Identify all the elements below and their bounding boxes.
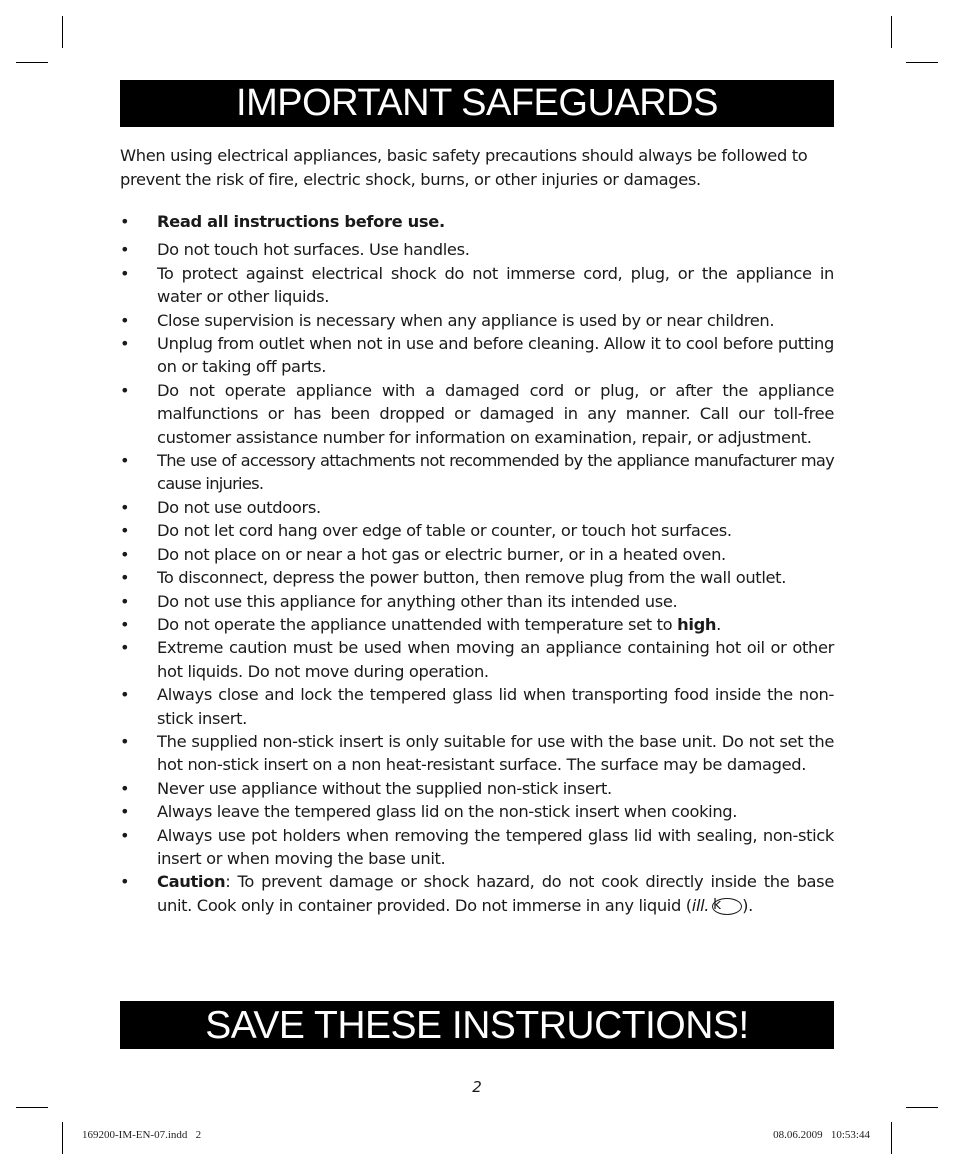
file-slug: 169200-IM-EN-07.indd 2 bbox=[82, 1129, 202, 1141]
timestamp: 08.06.2009 10:53:44 bbox=[773, 1129, 870, 1141]
bullet: • bbox=[120, 638, 130, 658]
bullet: • bbox=[120, 212, 130, 231]
bullet: • bbox=[120, 614, 130, 634]
crop-mark bbox=[906, 62, 938, 63]
bullet: • bbox=[120, 731, 130, 751]
bullet: • bbox=[120, 380, 130, 400]
illustration-ref-badge: k bbox=[712, 898, 742, 915]
list-item: • Do not use this appliance for anything other than its intended use. bbox=[120, 590, 834, 613]
crop-mark bbox=[62, 1122, 63, 1154]
save-instructions-banner: SAVE THESE INSTRUCTIONS! bbox=[120, 1001, 834, 1049]
list-item: • To protect against electrical shock do not immerse cord, plug, or the appliance in water or other liquids. bbox=[120, 263, 834, 307]
crop-mark bbox=[62, 16, 63, 48]
list-item: • Do not operate the appliance unattended with temperature set to high. bbox=[120, 613, 834, 636]
bullet: • bbox=[120, 334, 130, 354]
list-item: • Do not operate appliance with a damaged cord or plug, or after the appliance malfunctions or has been dropped or damaged in any manner. Call our toll-free customer assistance number for information on examination, repair, or adjustment. bbox=[120, 380, 834, 447]
list-item: • Read all instructions before use. bbox=[120, 210, 834, 233]
crop-mark bbox=[16, 62, 48, 63]
bullet: • bbox=[120, 778, 130, 798]
bullet: • bbox=[120, 263, 130, 283]
bullet: • bbox=[120, 825, 130, 845]
bullet: • bbox=[120, 544, 130, 564]
crop-mark bbox=[16, 1107, 48, 1108]
bullet: • bbox=[120, 497, 130, 517]
page-number: 2 bbox=[472, 1078, 482, 1096]
list-item: • Always leave the tempered glass lid on the non-stick insert when cooking. bbox=[120, 800, 834, 823]
page-title: IMPORTANT SAFEGUARDS bbox=[120, 80, 834, 127]
list-item: • Close supervision is necessary when any appliance is used by or near children. bbox=[120, 309, 834, 332]
list-item: • The supplied non-stick insert is only suitable for use with the base unit. Do not set the hot non-stick insert on a non heat-resistant surface. The surface may be damaged. bbox=[120, 731, 834, 775]
bullet: • bbox=[120, 451, 129, 471]
safeguards-list bbox=[120, 210, 834, 917]
list-item: • Extreme caution must be used when moving an appliance containing hot oil or other hot liquids. Do not move during operation. bbox=[120, 638, 834, 681]
bullet: • bbox=[120, 568, 130, 588]
list-item: • Unplug from outlet when not in use and before cleaning. Allow it to cool before putting on or taking off parts. bbox=[120, 334, 834, 377]
bullet: • bbox=[120, 872, 130, 892]
bullet: • bbox=[120, 685, 130, 705]
list-item: • Never use appliance without the supplied non-stick insert. bbox=[120, 777, 834, 800]
list-item: • Always close and lock the tempered glass lid when transporting food inside the non-stick insert. bbox=[120, 685, 834, 728]
intro-paragraph: When using electrical appliances, basic safety precautions should always be followed to prevent the risk of fire, electric shock, burns, or other injuries or damages. bbox=[120, 146, 808, 189]
list-item-caution: • Caution: To prevent damage or shock hazard, do not cook directly inside the base unit. Cook only in container provided. Do not immerse in any liquid (ill. k ). bbox=[120, 872, 834, 915]
bullet: • bbox=[120, 310, 130, 330]
list-item: • Always use pot holders when removing the tempered glass lid with sealing, non-stick insert or when moving the base unit. bbox=[120, 825, 834, 868]
bullet: • bbox=[120, 802, 130, 822]
list-item: • Do not let cord hang over edge of table or counter, or touch hot surfaces. bbox=[120, 519, 834, 542]
bullet: • bbox=[120, 591, 130, 611]
list-item: • The use of accessory attachments not recommended by the appliance manufacturer may cause injuries. bbox=[120, 451, 834, 494]
crop-mark bbox=[891, 1122, 892, 1154]
list-item: • Do not touch hot surfaces. Use handles. bbox=[120, 238, 834, 261]
list-item: • To disconnect, depress the power button, then remove plug from the wall outlet. bbox=[120, 566, 834, 589]
crop-mark bbox=[891, 16, 892, 48]
bullet: • bbox=[120, 521, 130, 541]
caution-label: Caution bbox=[157, 872, 226, 892]
crop-mark bbox=[906, 1107, 938, 1108]
bullet: • bbox=[120, 240, 130, 260]
list-item: • Do not use outdoors. bbox=[120, 496, 834, 519]
list-item: • Do not place on or near a hot gas or electric burner, or in a heated oven. bbox=[120, 543, 834, 566]
